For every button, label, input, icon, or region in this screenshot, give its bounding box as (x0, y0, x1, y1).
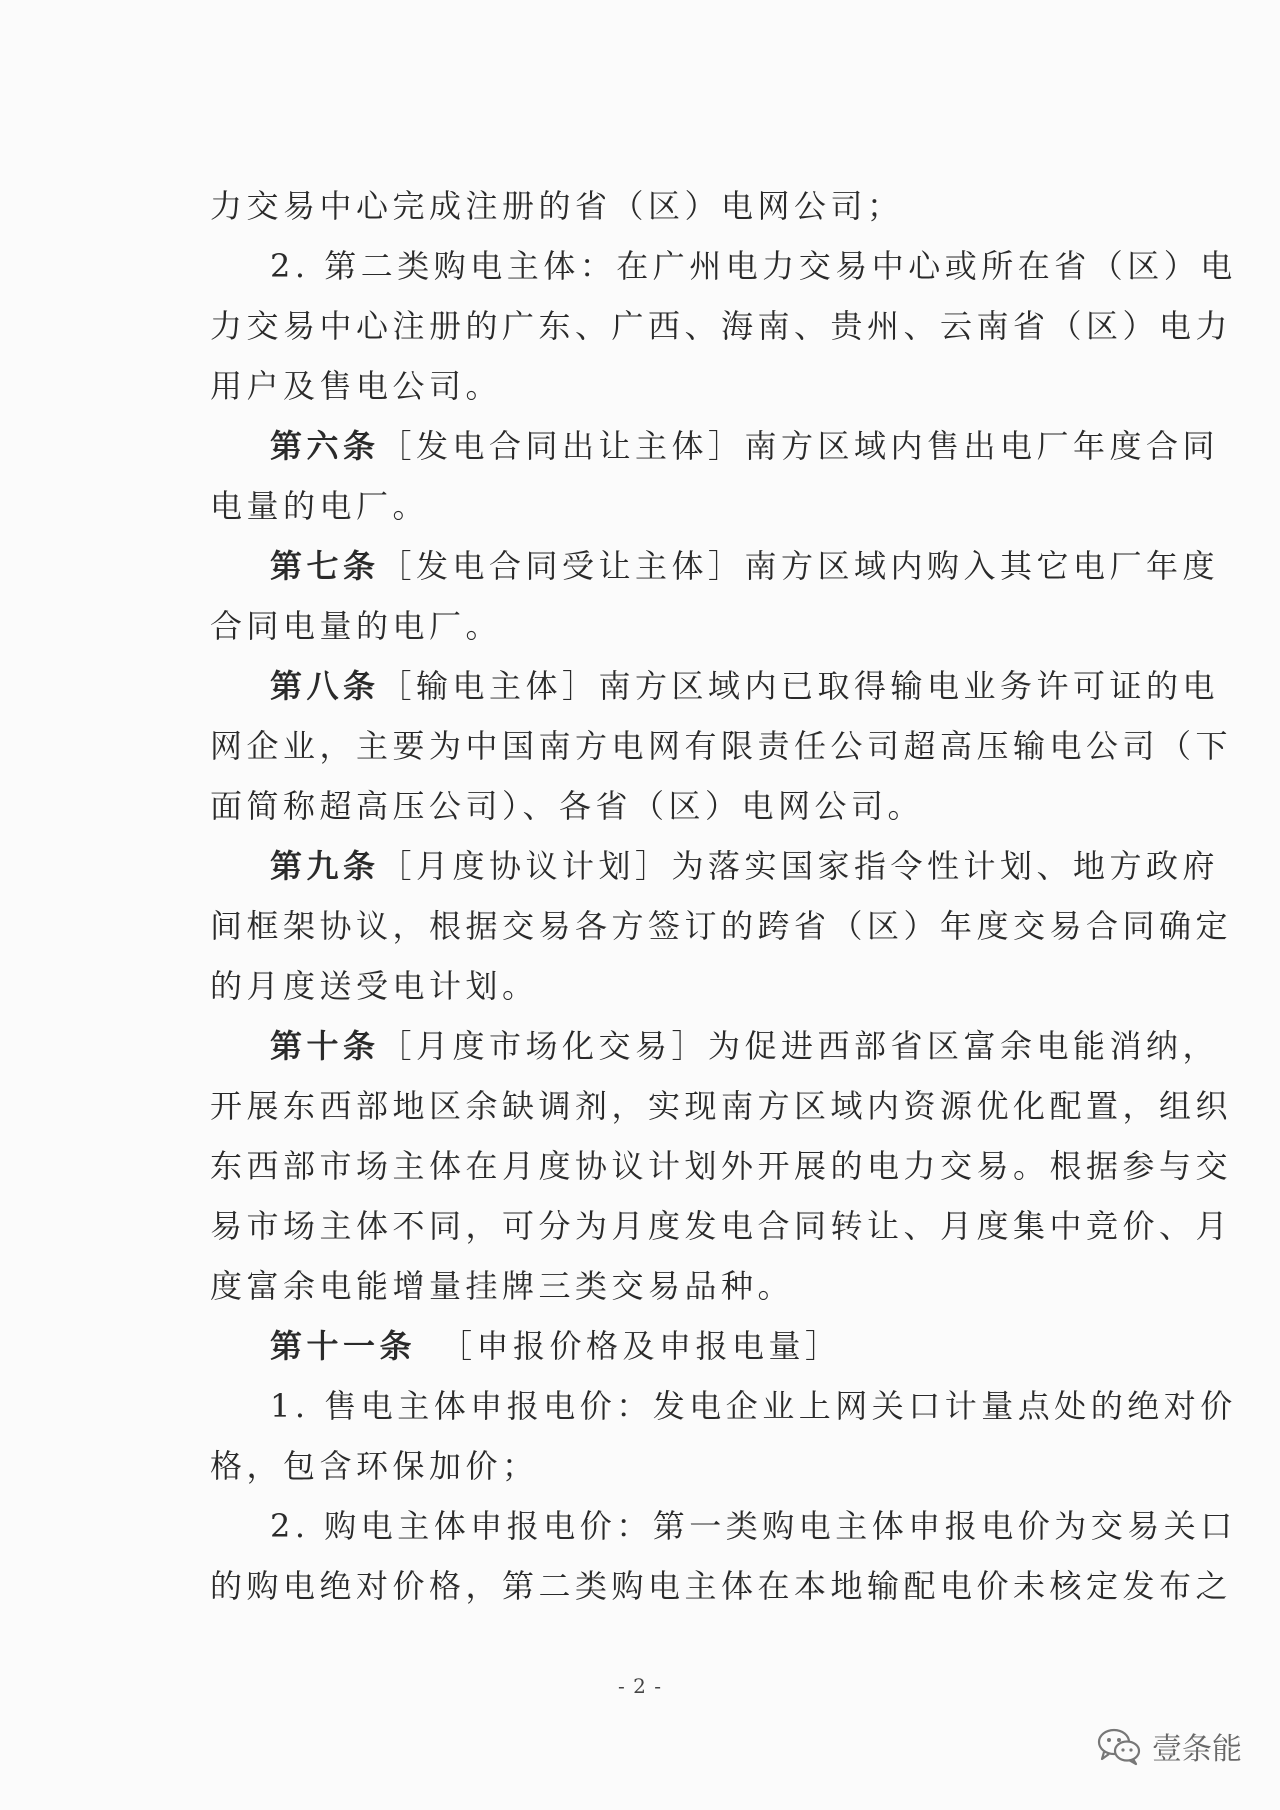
text-line: 用户及售电公司。 (210, 367, 503, 405)
article-text: ［发电合同受让主体］南方区域内购入其它电厂年度 (379, 547, 1220, 585)
text-line: 的月度送受电计划。 (210, 967, 539, 1005)
article-line (270, 666, 1220, 706)
article-title: 第九条 (270, 847, 380, 885)
text-line: 度富余电能增量挂牌三类交易品种。 (210, 1267, 795, 1305)
text-line: 网企业，主要为中国南方电网有限责任公司超高压输电公司（下 (210, 727, 1233, 765)
watermark (1096, 1724, 1242, 1768)
text-line: 电量的电厂。 (210, 487, 430, 525)
text-line: 开展东西部地区余缺调剂，实现南方区域内资源优化配置，组织 (210, 1087, 1233, 1125)
article-title: 第八条 (270, 667, 380, 705)
text-line: 间框架协议，根据交易各方签订的跨省（区）年度交易合同确定 (210, 907, 1233, 945)
article-text: ［月度市场化交易］为促进西部省区富余电能消纳， (379, 1027, 1220, 1065)
watermark-text: 壹条能 (1152, 1732, 1242, 1767)
text-line: 的购电绝对价格，第二类购电主体在本地输配电价未核定发布之 (210, 1567, 1233, 1605)
wechat-icon (1096, 1726, 1142, 1766)
article-line (270, 426, 1220, 466)
article-line (270, 846, 1220, 886)
article-title: 第七条 (270, 547, 380, 585)
text-line: 易市场主体不同，可分为月度发电合同转让、月度集中竞价、月 (210, 1207, 1233, 1245)
text-line: 东西部市场主体在月度协议计划外开展的电力交易。根据参与交 (210, 1147, 1233, 1185)
article-title: 第六条 (270, 427, 380, 465)
text-line: 格，包含环保加价； (210, 1447, 539, 1485)
text-line: 力交易中心注册的广东、广西、海南、贵州、云南省（区）电力 (210, 307, 1233, 345)
text-line: 2. 第二类购电主体：在广州电力交易中心或所在省（区）电 (270, 247, 1237, 285)
text-line: 2. 购电主体申报电价：第一类购电主体申报电价为交易关口 (270, 1507, 1237, 1545)
article-title: 第十一条 (270, 1327, 417, 1365)
article-text: ［月度协议计划］为落实国家指令性计划、地方政府 (379, 847, 1220, 885)
article-line (270, 1026, 1220, 1066)
article-title: 第十条 (270, 1027, 380, 1065)
text-line: 合同电量的电厂。 (210, 607, 503, 645)
text-line: 面简称超高压公司）、各省（区）电网公司。 (210, 787, 925, 825)
article-text: ［申报价格及申报电量］ (440, 1327, 842, 1365)
article-line (270, 1326, 1090, 1366)
article-line (270, 546, 1220, 586)
text-line: 力交易中心完成注册的省（区）电网公司； (210, 187, 904, 225)
article-text: ［输电主体］南方区域内已取得输电业务许可证的电 (379, 667, 1220, 705)
text-line: 1. 售电主体申报电价：发电企业上网关口计量点处的绝对价 (270, 1387, 1237, 1425)
page-number: - 2 - (618, 1674, 662, 1698)
article-text: ［发电合同出让主体］南方区域内售出电厂年度合同 (379, 427, 1220, 465)
